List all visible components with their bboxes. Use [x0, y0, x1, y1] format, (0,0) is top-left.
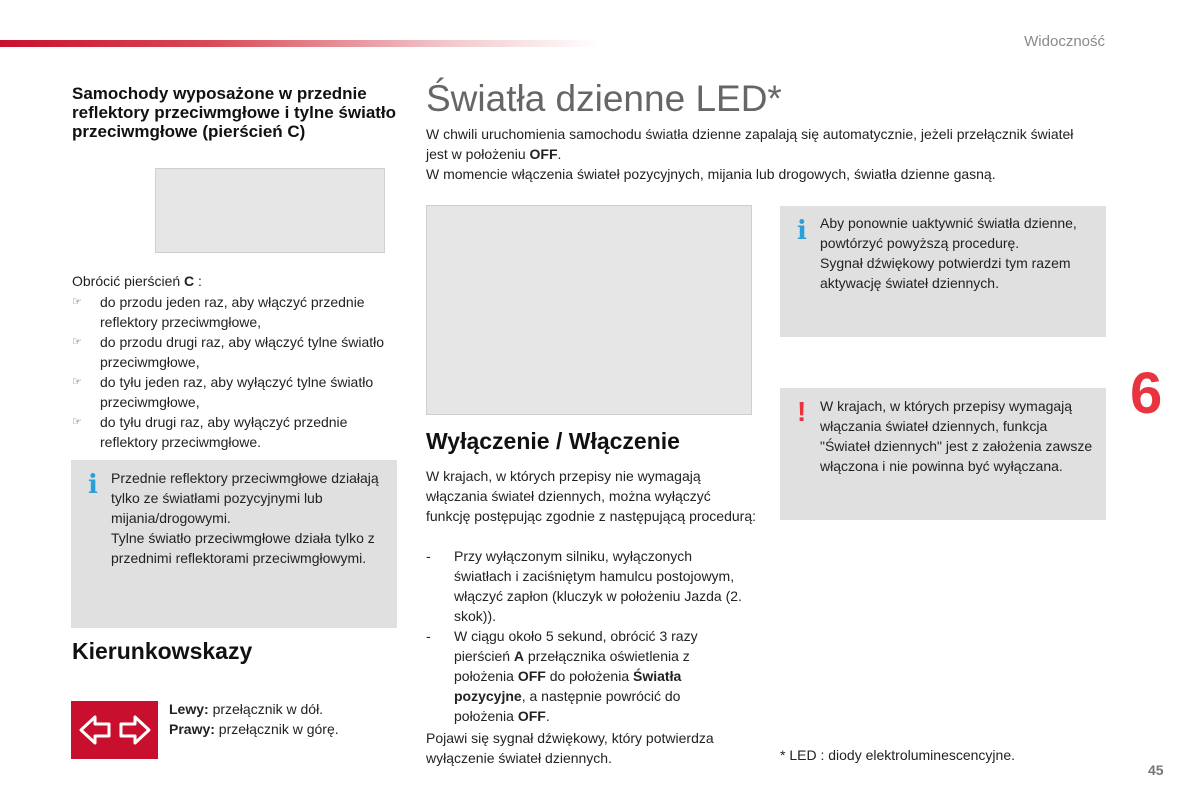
- info-icon: i: [797, 216, 807, 246]
- warning-exclamation-icon: !: [797, 396, 807, 427]
- indicator-right-text: Prawy: przełącznik w górę.: [169, 721, 339, 737]
- page-number: 45: [1148, 762, 1164, 778]
- led-paragraph-1: W chwili uruchomienia samochodu światła dzienne zapalają się automatycznie, jeżeli przełącznik świateł jest w położeniu OFF.: [426, 126, 1074, 162]
- hand-pointer-icon: ☞: [72, 376, 82, 388]
- info-icon: i: [88, 470, 98, 500]
- footnote: * LED : diody elektroluminescencyjne.: [780, 747, 1016, 763]
- toggle-heading: Wyłączenie / Włączenie: [426, 428, 680, 454]
- fog-info-text: Przednie reflektory przeciwmgłowe działają tylko ze światłami pozycyjnymi lub mijania/drogowymi. Tylne światło przeciwmgłowe działa tylko z przednimi reflektorami przeciwmgłowymi.: [111, 470, 379, 566]
- hand-pointer-icon: ☞: [72, 296, 82, 308]
- chapter-number: 6: [1130, 361, 1163, 426]
- list-item: ☞ do przodu jeden raz, aby włączyć przednie reflektory przeciwmgłowe,: [72, 294, 365, 330]
- led-info-text: Aby ponownie uaktywnić światła dzienne, powtórzyć powyższą procedurę. Sygnał dźwiękowy potwierdzi tym razem aktywację świateł dziennych.: [820, 215, 1077, 291]
- hand-pointer-icon: ☞: [72, 416, 82, 428]
- section-title: Widoczność: [1024, 33, 1105, 50]
- list-item: - W ciągu około 5 sekund, obrócić 3 razy pierścień A przełącznika oświetlenia z położenia OFF do położenia Światła pozycyjne, a następnie powrócić do położenia OFF.: [426, 628, 698, 724]
- fog-lamps-heading: Samochody wyposażone w przednie reflektory przeciwmgłowe i tylne światło przeciwmgłowe (pierścień C): [72, 84, 397, 141]
- toggle-steps-list: [426, 546, 744, 726]
- toggle-intro: W krajach, w których przepisy nie wymagają włączania świateł dziennych, można wyłączyć funkcję postępując zgodnie z następującą procedurą:: [426, 468, 756, 524]
- stalk-switch-image: [155, 168, 385, 253]
- fog-intro: Obrócić pierścień C :: [72, 273, 202, 289]
- hand-pointer-icon: ☞: [72, 336, 82, 348]
- list-item: - Przy wyłączonym silniku, wyłączonych światłach i zaciśniętym hamulcu postojowym, włączyć zapłon (kluczyk w położeniu Jazda (2. skok)).: [426, 548, 742, 624]
- list-item: ☞ do tyłu drugi raz, aby wyłączyć przednie reflektory przeciwmgłowe.: [72, 414, 348, 450]
- toggle-outro: Pojawi się sygnał dźwiękowy, który potwierdza wyłączenie świateł dziennych.: [426, 730, 714, 766]
- indicators-heading: Kierunkowskazy: [72, 638, 253, 664]
- list-item: ☞ do tyłu jeden raz, aby wyłączyć tylne światło przeciwmgłowe,: [72, 374, 374, 410]
- fog-steps-list: [72, 292, 402, 452]
- header-accent-bar: [0, 40, 600, 47]
- turn-indicator-icon-box: [71, 701, 158, 759]
- led-title: Światła dzienne LED*: [426, 78, 782, 119]
- car-front-image: [426, 205, 752, 415]
- indicator-left-text: Lewy: przełącznik w dół.: [169, 701, 324, 717]
- led-paragraph-2: W momencie włączenia świateł pozycyjnych, mijania lub drogowych, światła dzienne gasną.: [426, 166, 996, 182]
- led-warning-text: W krajach, w których przepisy wymagają włączania świateł dziennych, funkcja "Świateł dziennych" jest z założenia zawsze włączona i nie powinna być wyłączana.: [820, 398, 1093, 474]
- list-item: ☞ do przodu drugi raz, aby włączyć tylne światło przeciwmgłowe,: [72, 334, 385, 370]
- turn-arrows-icon: [79, 714, 151, 746]
